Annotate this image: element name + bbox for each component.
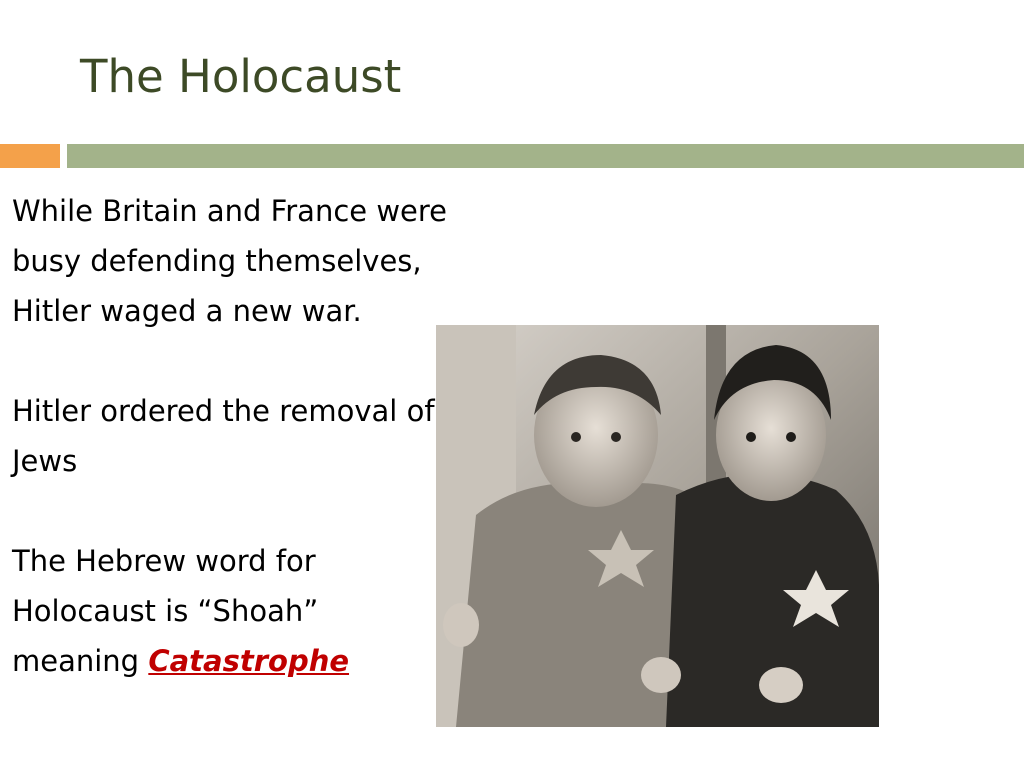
paragraph-shoah-meaning (12, 536, 412, 686)
slide-title: The Holocaust (80, 50, 402, 103)
slide-body (12, 186, 532, 686)
title-rule-orange (0, 144, 60, 168)
title-rule-green (67, 144, 1024, 168)
shoah-text: The Hebrew word for Holocaust is “Shoah” meaning (12, 544, 319, 678)
paragraph-britain-france: While Britain and France were busy defending themselves, Hitler waged a new war. (12, 194, 448, 328)
paragraph-removal-of-jews: Hitler ordered the removal of Jews (12, 394, 435, 478)
catastrophe-emphasis: Catastrophe (148, 644, 350, 678)
